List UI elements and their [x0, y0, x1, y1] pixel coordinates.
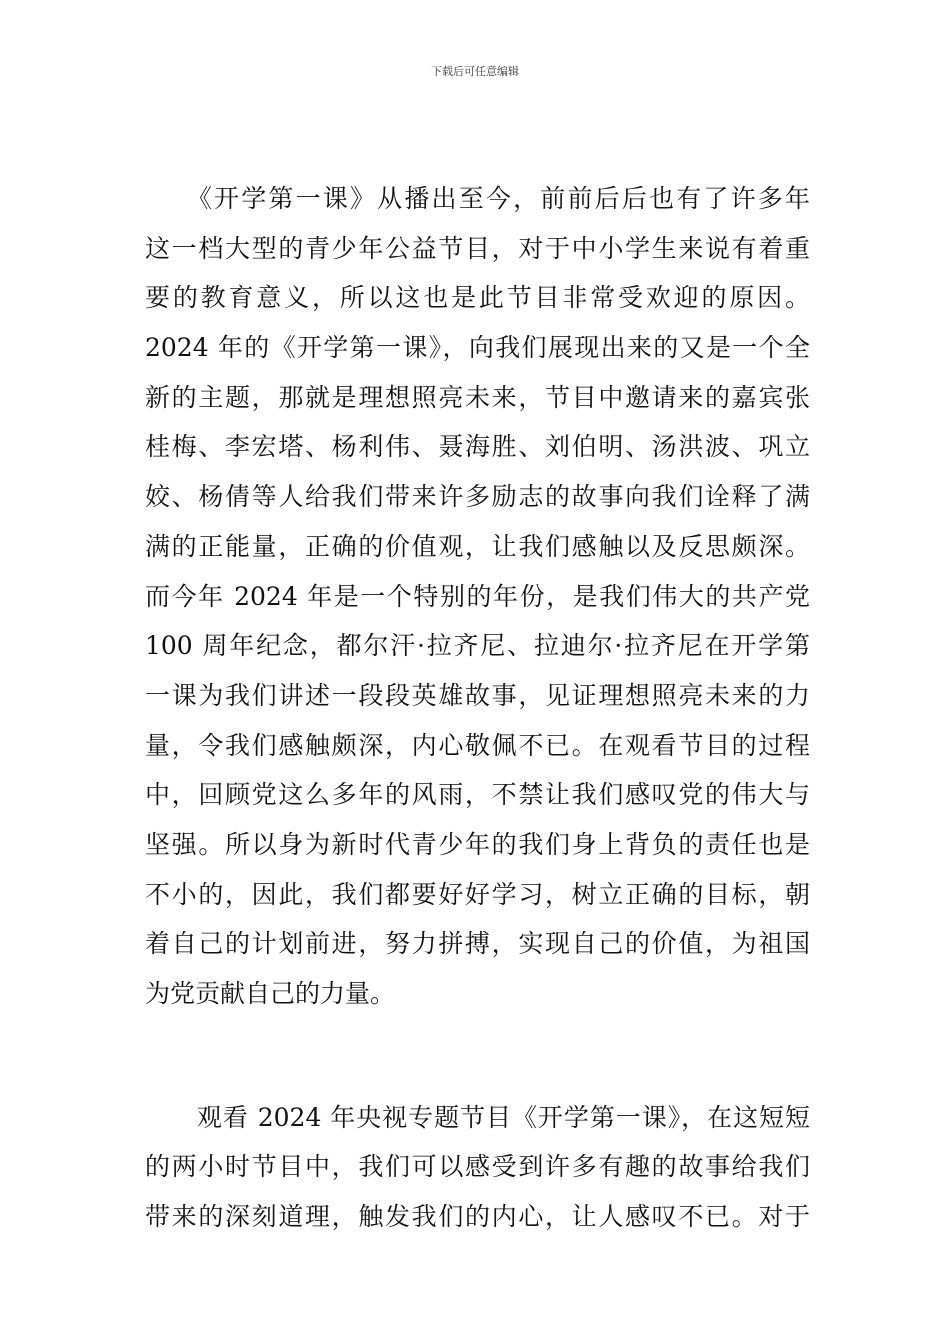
text-line: 2024 年的《开学第一课》，向我们展现出来的又是一个全 [145, 333, 810, 363]
document-body [145, 174, 810, 1242]
page-header-note: 下载后可任意编辑 [431, 65, 519, 78]
text-line: 中，回顾党这么多年的风雨，不禁让我们感叹党的伟大与 [145, 780, 810, 810]
text-line: 观看 2024 年央视专题节目《开学第一课》，在这短短 [145, 1102, 810, 1132]
text-line: 一课为我们讲述一段段英雄故事，见证理想照亮未来的力 [145, 680, 810, 710]
text-line: 姣、杨倩等人给我们带来许多励志的故事向我们诠释了满 [145, 482, 810, 512]
text-line: 要的教育意义，所以这也是此节目非常受欢迎的原因。 [145, 283, 810, 313]
text-line: 的两小时节目中，我们可以感受到许多有趣的故事给我们 [145, 1152, 810, 1182]
paragraph-2 [145, 1093, 810, 1242]
text-line: 满的正能量，正确的价值观，让我们感触以及反思颇深。 [145, 531, 810, 561]
text-line: 100 周年纪念，都尔汗·拉齐尼、拉迪尔·拉齐尼在开学第 [145, 631, 810, 661]
text-line: 为党贡献自己的力量。 [145, 979, 396, 1008]
paragraph-1 [145, 174, 810, 1019]
text-line: 不小的，因此，我们都要好好学习，树立正确的目标，朝 [145, 879, 810, 909]
text-line: 而今年 2024 年是一个特别的年份，是我们伟大的共产党 [145, 581, 810, 611]
text-line: 这一档大型的青少年公益节目，对于中小学生来说有着重 [145, 233, 810, 263]
text-line: 坚强。所以身为新时代青少年的我们身上背负的责任也是 [145, 829, 810, 859]
text-line: 桂梅、李宏塔、杨利伟、聂海胜、刘伯明、汤洪波、巩立 [145, 432, 810, 462]
text-line: 量，令我们感触颇深，内心敬佩不已。在观看节目的过程 [145, 730, 810, 760]
text-line: 新的主题，那就是理想照亮未来，节目中邀请来的嘉宾张 [145, 382, 810, 412]
text-line: 着自己的计划前进，努力拼搏，实现自己的价值，为祖国 [145, 929, 810, 959]
text-line: 《开学第一课》从播出至今，前前后后也有了许多年 [145, 184, 810, 213]
paragraph-spacer [145, 1019, 810, 1093]
text-line: 带来的深刻道理，触发我们的内心，让人感叹不已。对于 [145, 1202, 810, 1232]
